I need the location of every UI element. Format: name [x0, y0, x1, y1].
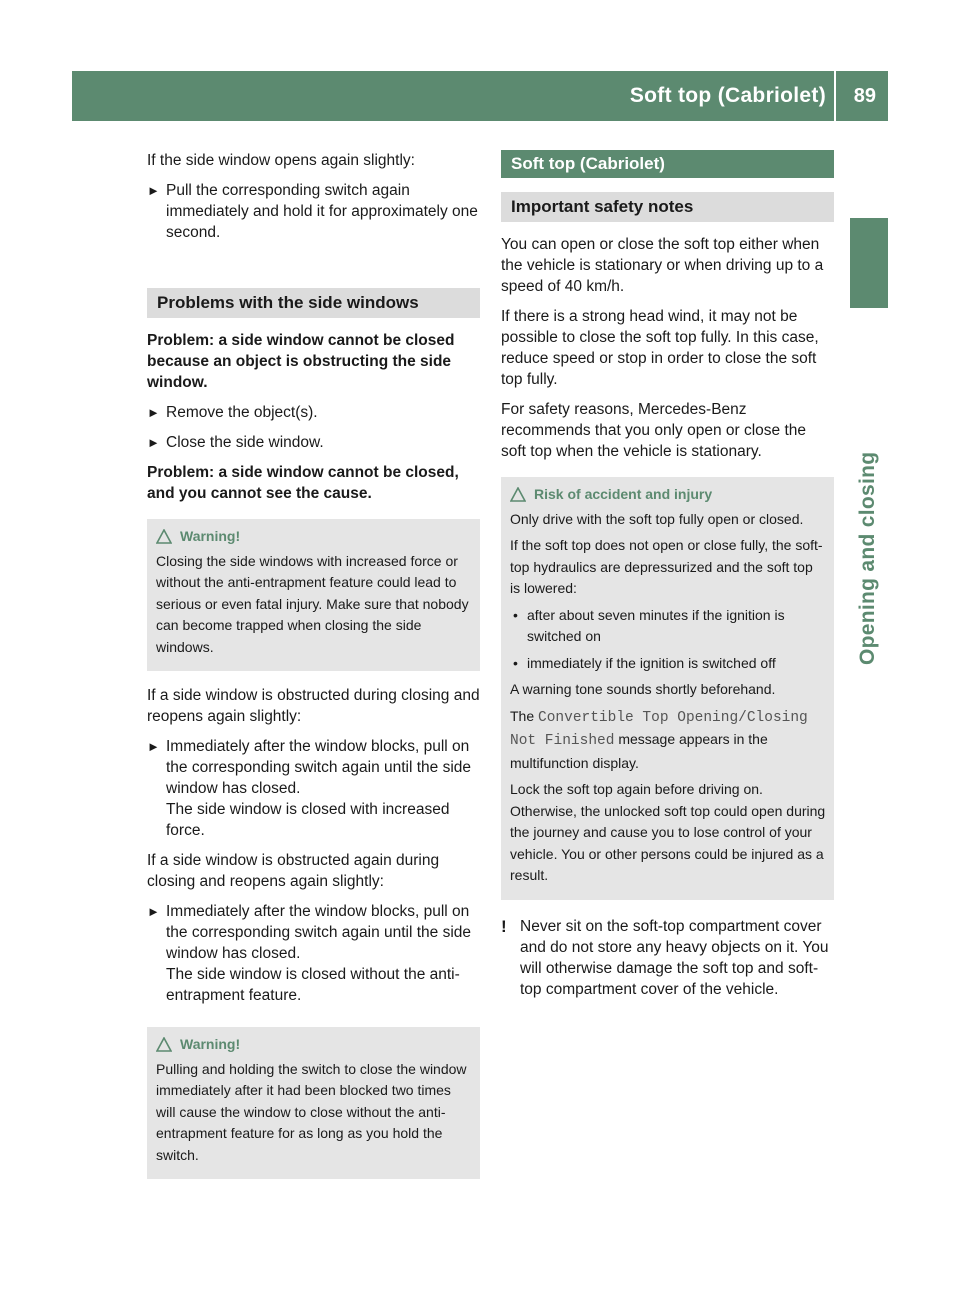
header-separator — [834, 71, 836, 121]
arrow-icon: ► — [147, 904, 160, 919]
header-title: Soft top (Cabriolet) — [629, 84, 826, 107]
bullet-item: • immediately if the ignition is switched off — [510, 653, 826, 675]
instruction-step — [147, 736, 480, 841]
step-text: Pull the corresponding switch again immediately and hold it for approximately one second. — [166, 182, 478, 241]
instruction-step — [147, 180, 480, 243]
notice-text: Never sit on the soft-top compartment cover and do not store any heavy objects on it. You will otherwise damage the soft top and soft-top compartment cover of the vehicle. — [520, 917, 829, 998]
bullet-item: • after about seven minutes if the ignition is switched on — [513, 606, 785, 644]
arrow-icon: ► — [147, 183, 160, 198]
chapter-tab-label: Opening and closing — [856, 451, 879, 665]
right-column — [501, 150, 834, 1000]
section-heading: Important safety notes — [501, 192, 834, 222]
body-text: If a side window is obstructed during closing and reopens again slightly: — [147, 687, 480, 725]
instruction-step — [147, 432, 480, 453]
intro-text: If the side window opens again slightly: — [147, 152, 415, 169]
step-text: Immediately after the window blocks, pull on the corresponding switch again until the side window has closed. — [166, 738, 472, 797]
notice-paragraph — [501, 916, 834, 1000]
risk-text: A warning tone sounds shortly beforehand. — [510, 681, 776, 697]
warning-triangle-icon — [156, 529, 172, 544]
risk-box — [501, 477, 834, 900]
warning-box — [147, 1027, 480, 1179]
risk-text: Lock the soft top again before driving on. Otherwise, the unlocked soft top could open during the journey and cause you to lose control of your vehicle. You or other persons could be injured as a result. — [510, 781, 826, 883]
warning-box — [147, 519, 480, 671]
risk-text: If the soft top does not open or close fully, the soft-top hydraulics are depressurized and the soft top is lowered: — [510, 537, 823, 596]
body-text: You can open or close the soft top either when the vehicle is stationary or when driving up to a speed of 40 km/h. — [501, 236, 824, 295]
arrow-icon: ► — [147, 739, 160, 754]
arrow-icon: ► — [147, 435, 160, 450]
instruction-step — [147, 402, 480, 423]
warning-title: Warning! — [156, 526, 472, 548]
risk-text: The Convertible Top Opening/Closing Not Finished message appears in the multifunction display. — [510, 707, 808, 771]
warning-title: Warning! — [156, 1034, 472, 1056]
step-text: Immediately after the window blocks, pull on the corresponding switch again until the side window has closed. — [166, 903, 472, 962]
page-header-bar — [72, 71, 888, 121]
instruction-step — [147, 901, 480, 1006]
step-result: The side window is closed without the anti-entrapment feature. — [166, 966, 460, 1004]
problem-heading: Problem: a side window cannot be closed, and you cannot see the cause. — [147, 464, 459, 502]
warning-text: Pulling and holding the switch to close the window immediately after it had been blocked two times will cause the window to close without the anti-entrapment feature for as long as you hold the switch. — [156, 1060, 467, 1163]
bullet-icon: • — [513, 606, 518, 623]
risk-text: Only drive with the soft top fully open or closed. — [510, 510, 804, 527]
step-result: The side window is closed with increased force. — [166, 801, 450, 839]
body-text: If there is a strong head wind, it may not be possible to close the soft top fully. In this case, reduce speed or stop in order to close the soft top fully. — [501, 308, 819, 388]
problem-heading: Problem: a side window cannot be closed because an object is obstructing the side window. — [147, 332, 455, 391]
page-number: 89 — [853, 85, 876, 107]
risk-title: Risk of accident and injury — [510, 484, 826, 506]
warning-triangle-icon — [510, 487, 526, 502]
chapter-heading: Soft top (Cabriolet) — [501, 150, 834, 178]
bullet-icon: • — [513, 654, 518, 671]
section-heading: Problems with the side windows — [147, 288, 480, 318]
warning-triangle-icon — [156, 1037, 172, 1052]
arrow-icon: ► — [147, 405, 160, 420]
body-text: For safety reasons, Mercedes-Benz recommends that you only open or close the soft top when the vehicle is stationary. — [501, 401, 807, 460]
left-column — [147, 150, 480, 1179]
display-message: Convertible Top Opening/Closing Not Finished — [510, 709, 808, 749]
body-text: If a side window is obstructed again during closing and reopens again slightly: — [147, 852, 440, 890]
warning-text: Closing the side windows with increased force or without the anti-entrapment feature could lead to serious or even fatal injury. Make sure that nobody can become trapped when closing the side windows. — [156, 552, 469, 655]
notice-icon: ! — [501, 916, 507, 936]
step-text: Remove the object(s). — [166, 404, 318, 421]
step-text: Close the side window. — [166, 434, 324, 451]
chapter-tab-marker — [850, 218, 888, 308]
